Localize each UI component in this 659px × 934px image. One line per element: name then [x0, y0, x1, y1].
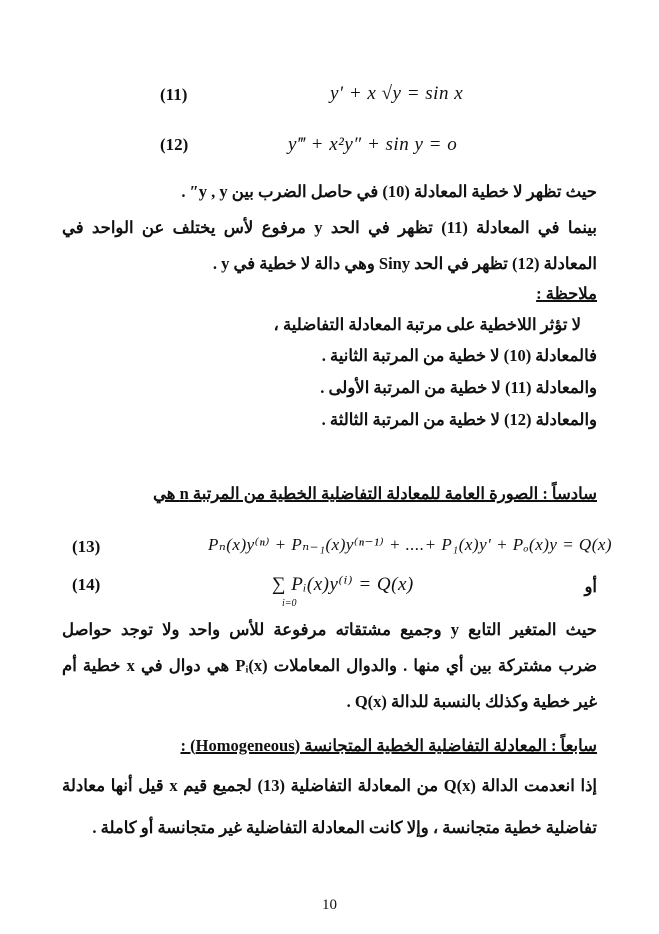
- note-line4: والمعادلة (12) لا خطية من المرتبة الثالثة .: [321, 410, 597, 429]
- equation-number-12: (12): [160, 135, 189, 154]
- paragraph2-line1: حيث المتغير التابع y وجميع مشتقاته مرفوعة للأس واحد ولا توجد حواصل: [62, 620, 598, 639]
- section6-heading: سادساً : الصورة العامة للمعادلة التفاضلية الخطية من المرتبة n هي: [153, 484, 597, 503]
- equation-14: ∑ Pᵢ(x)y⁽ⁱ⁾ = Q(x): [272, 574, 414, 595]
- paragraph2-line2: ضرب مشتركة بين أي منها . والدوال المعاملات Pᵢ(x) هي دوال في x خطية أم: [62, 656, 597, 675]
- equation-14-prefix: أو: [584, 577, 597, 596]
- paragraph2-line3: غير خطية وكذلك بالنسبة للدالة Q(x) .: [346, 692, 597, 711]
- equation-number-13: (13): [72, 537, 101, 556]
- note-line2: فالمعادلة (10) لا خطية من المرتبة الثانية .: [321, 346, 597, 365]
- paragraph1-line1: حيث تظهر لا خطية المعادلة (10) في حاصل الضرب بين y , y″ .: [181, 182, 597, 201]
- paragraph1-line3: المعادلة (12) تظهر في الحد Siny وهي دالة لا خطية في y .: [212, 254, 597, 273]
- equation-number-11: (11): [160, 85, 188, 104]
- equation-13: Pₙ(x)y⁽ⁿ⁾ + Pₙ₋₁(x)y⁽ⁿ⁻¹⁾ + ....+ P₁(x)y′ + Pₒ(x)y = Q(x): [208, 535, 613, 554]
- note-line1: لا تؤثر اللاخطية على مرتبة المعادلة التفاضلية ،: [273, 315, 581, 334]
- paragraph3-line1: إذا انعدمت الدالة Q(x) من المعادلة التفاضلية (13) لجميع قيم x قيل أنها معادلة: [62, 776, 598, 795]
- note-line3: والمعادلة (11) لا خطية من المرتبة الأولى .: [320, 378, 597, 397]
- sum-lower-limit: i=0: [282, 598, 297, 609]
- equation-number-14: (14): [72, 575, 101, 594]
- page-number: 10: [322, 897, 337, 913]
- equation-11: y′ + x √y = sin x: [330, 83, 464, 104]
- paragraph1-line2: بينما في المعادلة (11) تظهر في الحد y مرفوع لأس يختلف عن الواحد في: [62, 218, 597, 237]
- note-heading: ملاحظة :: [536, 284, 597, 303]
- equation-12: y‴ + x²y″ + sin y = o: [288, 134, 458, 155]
- section7-heading: سابعاً : المعادلة التفاضلية الخطية المتجانسة (Homogeneous) :: [180, 736, 597, 755]
- paragraph3-line2: تفاضلية خطية متجانسة ، وإلا كانت المعادلة التفاضلية غير متجانسة أو كاملة .: [92, 818, 597, 837]
